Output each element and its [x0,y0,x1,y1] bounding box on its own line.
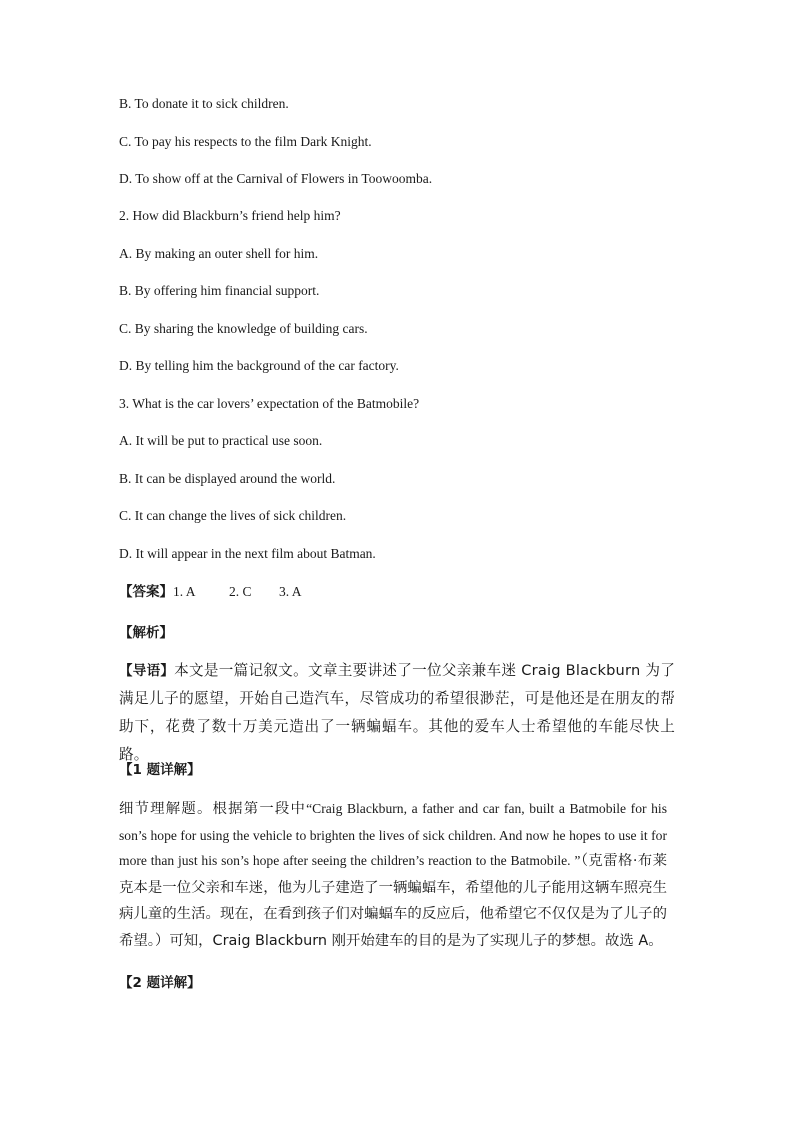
detail2-label: 【2 题详解】 [119,975,201,991]
detail1-paragraph [119,796,667,954]
guide-paragraph [119,657,675,769]
detail1-quote: “Craig Blackburn, a father and car fan, built a Batmobile for his son’s hope for using the vehicle to brighten the lives of sick children. And now he hopes to use it for more than just his son’s hope after seeing the children’s reaction to the Batmobile. ” [119,801,667,868]
q2-option-a: A. By making an outer shell for him. [119,246,319,261]
guide-label: 【导语】 [119,663,175,679]
q1-option-b: B. To donate it to sick children. [119,96,289,111]
q3-option-a: A. It will be put to practical use soon. [119,433,323,448]
q1-option-c: C. To pay his respects to the film Dark Knight. [119,134,372,149]
answer-value-3: 3. A [279,584,302,599]
detail1-label: 【1 题详解】 [119,762,201,778]
answer-value-1: 1. A [173,584,196,599]
q2-option-b: B. By offering him financial support. [119,283,320,298]
q2-option-c: C. By sharing the knowledge of building cars. [119,321,368,336]
detail1-intro: 细节理解题。根据第一段中 [119,801,307,817]
q3-option-b: B. It can be displayed around the world. [119,471,336,486]
answer-row [119,583,302,601]
answer-label: 【答案】 [119,584,173,600]
analysis-label: 【解析】 [119,625,173,641]
q3-option-d: D. It will appear in the next film about Batman. [119,546,376,561]
q3-question: 3. What is the car lovers’ expectation of the Batmobile? [119,396,420,411]
q2-question: 2. How did Blackburn’s friend help him? [119,208,341,223]
q3-option-c: C. It can change the lives of sick children. [119,508,347,523]
guide-text: 本文是一篇记叙文。文章主要讲述了一位父亲兼车迷 Craig Blackburn 为了满足儿子的愿望，开始自己造汽车，尽管成功的希望很渺茫，可是他还是在朋友的帮助下，花费了数十万美元造出了一辆蝙蝠车。其他的爱车人士希望他的车能尽快上路。 [119,662,675,763]
answer-value-2: 2. C [229,584,252,599]
detail1-translation: （克雷格·布莱克本是一位父亲和车迷，他为儿子建造了一辆蝙蝠车，希望他的儿子能用这辆车照亮生病儿童的生活。现在，在看到孩子们对蝙蝠车的反应后，他希望它不仅仅是为了儿子的希望。）可知，Craig Blackburn 刚开始建车的目的是为了实现儿子的梦想。故选 A。 [119,853,667,949]
q2-option-d: D. By telling him the background of the car factory. [119,358,399,373]
q1-option-d: D. To show off at the Carnival of Flowers in Toowoomba. [119,171,433,186]
